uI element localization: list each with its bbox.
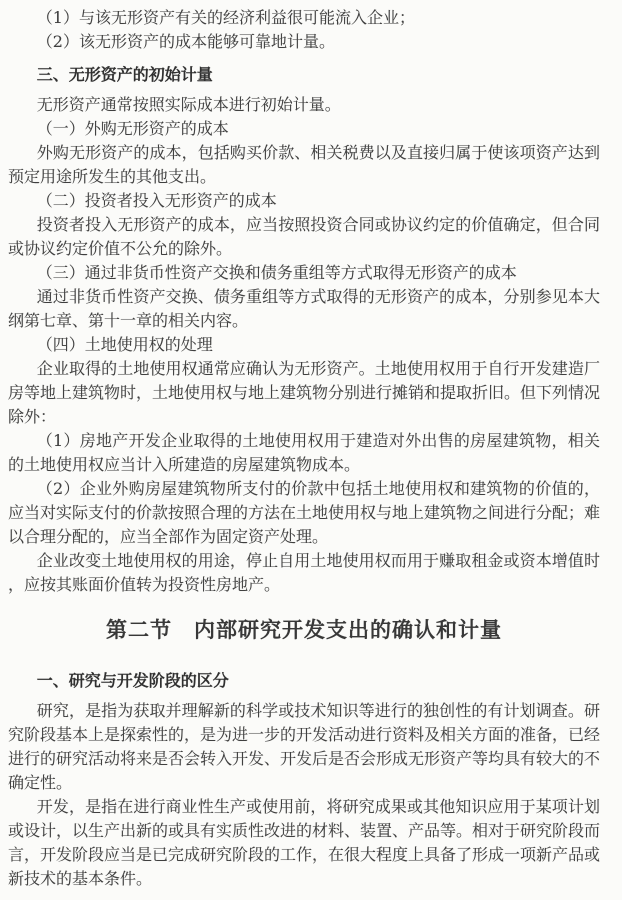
para-purchased-cost: 外购无形资产的成本，包括购买价款、相关税费以及直接归属于使该项资产达到预定用途所发生的其他支出。 <box>8 143 600 186</box>
section-title: 第二节 内部研究开发支出的确认和计量 <box>106 617 502 642</box>
para-land-use-change: 企业改变土地使用权的用途，停止自用土地使用权而用于赚取租金或资本增值时，应按其账面价值转为投资性房地产。 <box>8 551 600 594</box>
para-investor-cost: 投资者投入无形资产的成本，应当按照投资合同或协议约定的价值确定，但合同或协议约定价值不公允的除外。 <box>8 215 600 258</box>
subheading-purchased-cost: （一）外购无形资产的成本 <box>36 119 229 138</box>
para-land-exception-1: （1）房地产开发企业取得的土地使用权用于建造对外出售的房屋建筑物，相关的土地使用权应当计入所建造的房屋建筑物成本。 <box>8 431 600 474</box>
subheading-exchange-cost: （三）通过非货币性资产交换和债务重组等方式取得无形资产的成本 <box>36 263 517 282</box>
para-land-use-right: 企业取得的土地使用权通常应确认为无形资产。土地使用权用于自行开发建造厂房等地上建筑物时，土地使用权与地上建筑物分别进行摊销和提取折旧。但下列情况除外： <box>8 359 601 426</box>
para-measurement-intro: 无形资产通常按照实际成本进行初始计量。 <box>36 95 341 114</box>
subheading-land-use-right: （四）土地使用权的处理 <box>36 335 213 354</box>
para-development-definition: 开发，是指在进行商业性生产或使用前，将研究成果或其他知识应用于某项计划或设计，以生产出新的或具有实质性改进的材料、装置、产品等。相对于研究阶段而言，开发阶段应当是已完成研究阶段的工作，在很大程度上具备了形成一项新产品或新技术的基本条件。 <box>8 797 601 888</box>
recognition-condition-1: （1）与该无形资产有关的经济利益很可能流入企业； <box>36 8 415 27</box>
recognition-condition-2: （2）该无形资产的成本能够可靠地计量。 <box>36 32 335 51</box>
heading-initial-measurement: 三、无形资产的初始计量 <box>36 65 213 84</box>
para-research-definition: 研究，是指为获取并理解新的科学或技术知识等进行的独创性的有计划调查。研究阶段基本上是探索性的，是为进一步的开发活动进行资料及相关方面的准备，已经进行的研究活动将来是否会转入开发、开发后是否会形成无形资产等均具有较大的不确定性。 <box>8 701 601 792</box>
para-exchange-cost: 通过非货币性资产交换、债务重组等方式取得的无形资产的成本，分别参见本大纲第七章、第十一章的相关内容。 <box>8 287 600 330</box>
heading-rd-distinction: 一、研究与开发阶段的区分 <box>36 671 229 690</box>
para-land-exception-2: （2）企业外购房屋建筑物所支付的价款中包括土地使用权和建筑物的价值的，应当对实际支付的价款按照合理的方法在土地使用权与地上建筑物之间进行分配；难以合理分配的，应当全部作为固定资产处理。 <box>8 479 601 546</box>
subheading-investor-cost: （二）投资者投入无形资产的成本 <box>36 191 277 210</box>
